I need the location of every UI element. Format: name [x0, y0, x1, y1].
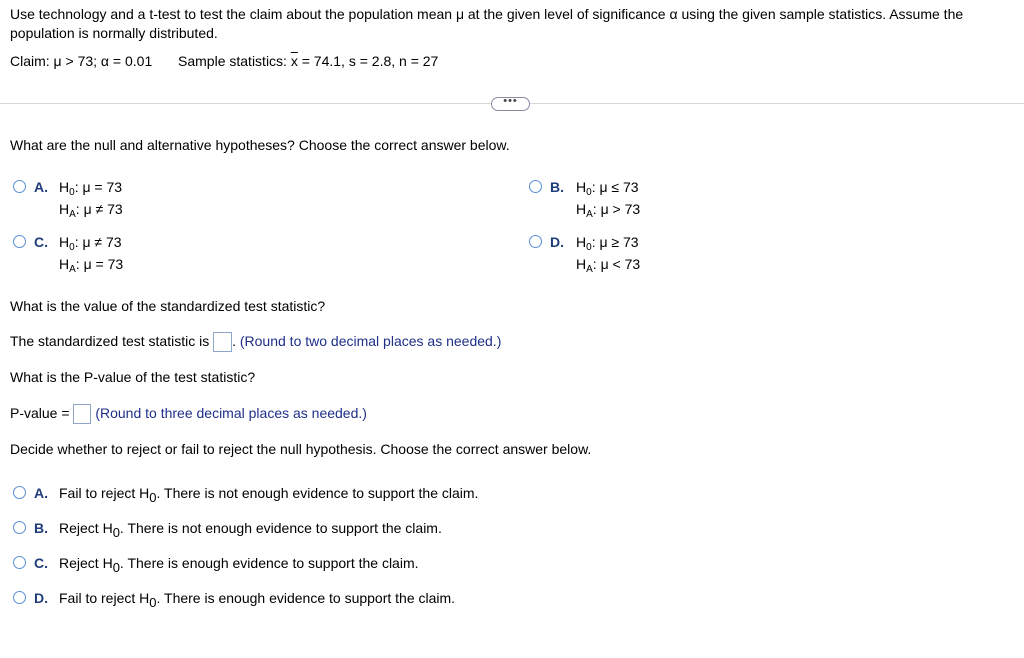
more-options-button[interactable]: •••	[491, 97, 530, 111]
sample-statistics: Sample statistics: $\overline{x} = 74.1$, s = 2.8, n = 27	[178, 53, 439, 69]
q1-option-a-alt: $H_A$: μ ≠ 73	[59, 201, 123, 220]
q4-option-b-letter: B.	[34, 520, 48, 536]
q1-option-c-letter: C.	[34, 234, 48, 250]
q1-option-b-null: $H_0$: μ ≤ 73	[576, 179, 639, 198]
q4-option-a-text: Fail to reject H0. There is not enough evidence to support the claim.	[59, 485, 479, 505]
q1-option-b-alt: $H_A$: μ > 73	[576, 201, 641, 220]
q1-prompt: What are the null and alternative hypotheses? Choose the correct answer below.	[10, 137, 510, 153]
q4-option-b-radio[interactable]	[13, 521, 26, 534]
q2-label: The standardized test statistic is	[10, 333, 214, 349]
q1-option-a-letter: A.	[34, 179, 48, 195]
q4-option-c-letter: C.	[34, 555, 48, 571]
claim-line	[10, 53, 438, 69]
q1-option-a-radio[interactable]	[13, 180, 26, 193]
q1-option-b-letter: B.	[550, 179, 564, 195]
q4-option-d-letter: D.	[34, 590, 48, 606]
q1-option-d-radio[interactable]	[529, 235, 542, 248]
q2-hint: (Round to two decimal places as needed.)	[239, 333, 502, 349]
q2-prompt: What is the value of the standardized test statistic?	[10, 298, 326, 314]
q3-answer-row	[10, 403, 367, 424]
q1-option-b-radio[interactable]	[529, 180, 542, 193]
q1-option-c-null: $H_0$: μ ≠ 73	[59, 234, 122, 253]
q4-option-b-text: Reject H0. There is not enough evidence to support the claim.	[59, 520, 442, 540]
q1-option-d-letter: D.	[550, 234, 564, 250]
q4-prompt: Decide whether to reject or fail to reject the null hypothesis. Choose the correct answer below.	[10, 441, 592, 457]
q2-answer-row	[10, 331, 501, 352]
q3-prompt: What is the P-value of the test statistic?	[10, 369, 256, 385]
q1-option-d-alt: $H_A$: μ < 73	[576, 256, 641, 275]
q4-option-d-text: Fail to reject H0. There is enough evidence to support the claim.	[59, 590, 456, 610]
q4-option-d-radio[interactable]	[13, 591, 26, 604]
q3-hint: (Round to three decimal places as needed.)	[95, 405, 367, 421]
q1-option-d-null: $H_0$: μ ≥ 73	[576, 234, 639, 253]
claim-text: Claim: μ > 73; α = 0.01	[10, 53, 153, 69]
q4-option-a-letter: A.	[34, 485, 48, 501]
problem-instructions: Use technology and a t-test to test the claim about the population mean μ at the given level of significance α using the given sample statistics. Assume the population is normally distributed.	[10, 6, 964, 41]
test-statistic-input[interactable]	[213, 332, 232, 352]
q3-label: P-value =	[10, 405, 74, 421]
q1-option-c-alt: $H_A$: μ = 73	[59, 256, 124, 275]
q2-after-box: .	[232, 333, 240, 349]
q4-option-a-radio[interactable]	[13, 486, 26, 499]
q1-option-a-null: $H_0$: μ = 73	[59, 179, 123, 198]
q4-option-c-radio[interactable]	[13, 556, 26, 569]
p-value-input[interactable]	[73, 404, 91, 424]
q1-option-c-radio[interactable]	[13, 235, 26, 248]
q4-option-c-text: Reject H0. There is enough evidence to support the claim.	[59, 555, 419, 575]
